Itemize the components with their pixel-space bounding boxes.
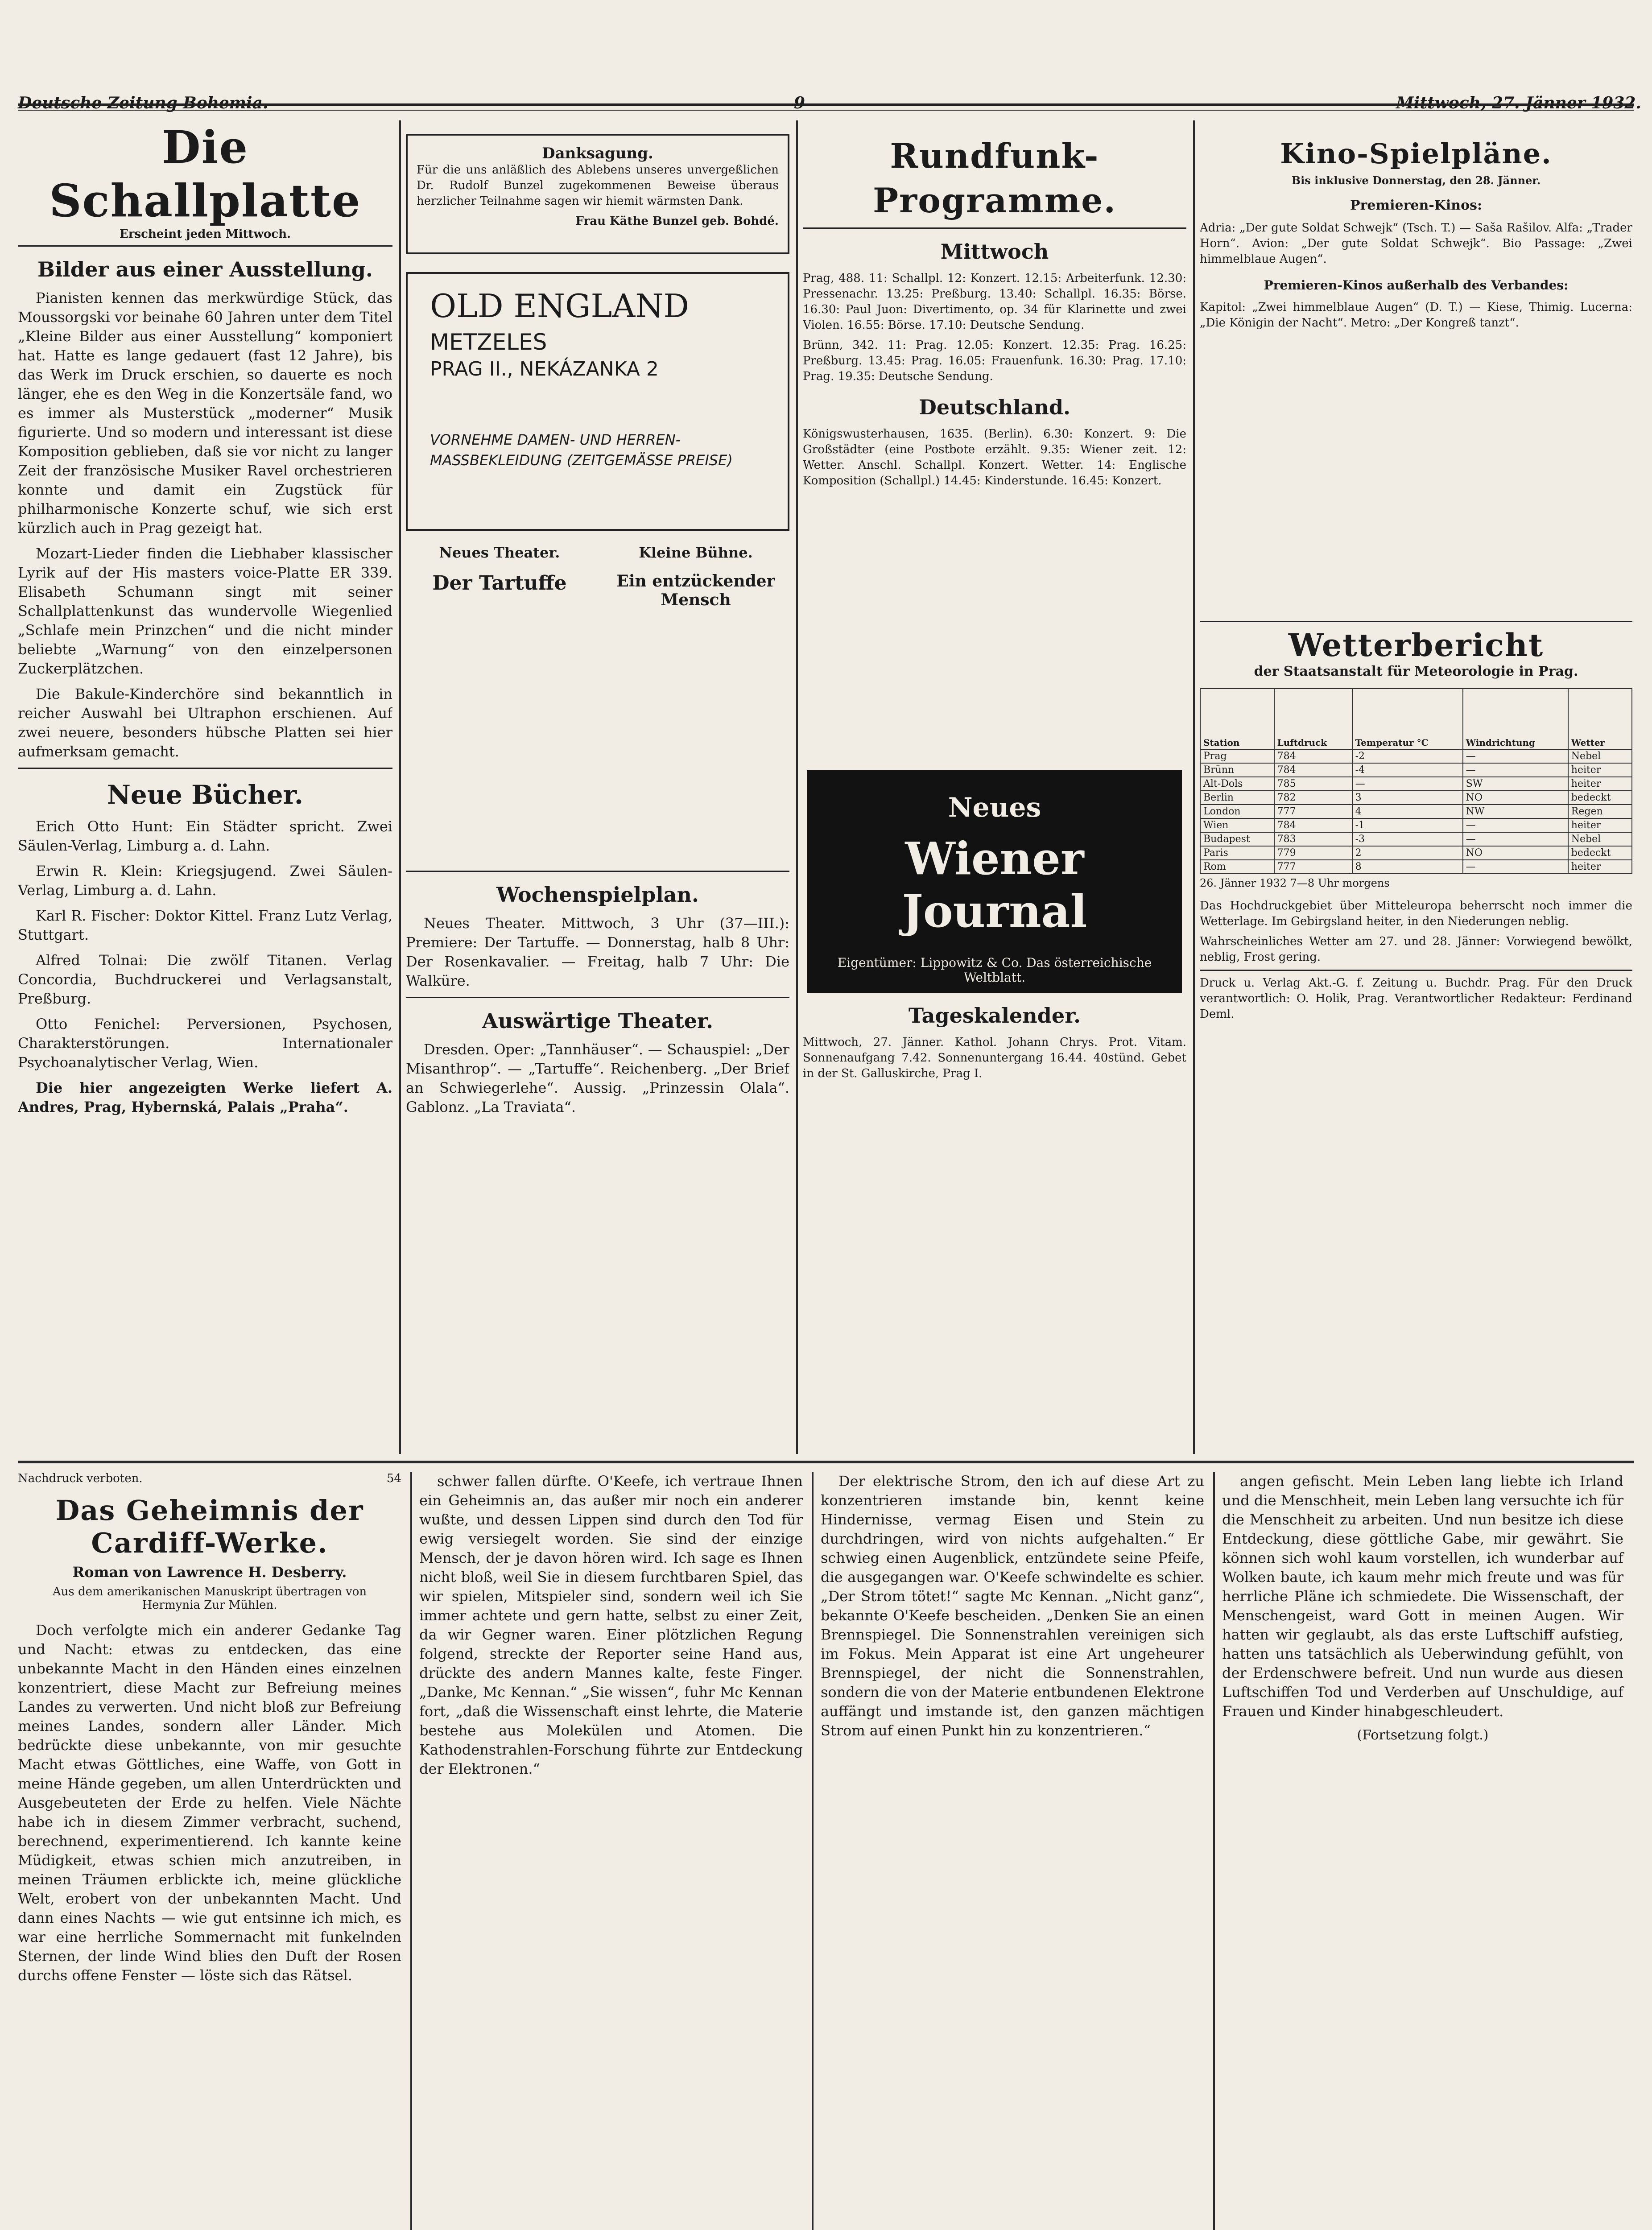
- weather-cell: SW: [1463, 777, 1568, 791]
- header-rule: [18, 103, 1634, 111]
- weather-date: 26. Jänner 1932 7—8 Uhr morgens: [1200, 877, 1390, 889]
- weather-cell: NW: [1463, 805, 1568, 818]
- weather-cell: 784: [1274, 749, 1352, 763]
- weather-text: Das Hochdruckgebiet über Mitteleuropa beherrscht noch immer die Wetterlage. Im Gebirgsland heiter, in den Niederungen neblig.: [1200, 899, 1632, 928]
- weather-cell: Nebel: [1568, 832, 1632, 846]
- thanks-title: Danksagung.: [542, 145, 653, 162]
- section-deutschland: Deutschland.: [918, 395, 1071, 419]
- installment-number: 54: [386, 1472, 401, 1485]
- weather-cell: —: [1463, 763, 1568, 777]
- weather-row: [1200, 763, 1632, 777]
- weather-cell: -1: [1352, 818, 1463, 832]
- weather-row: [1200, 749, 1632, 763]
- column-kino: [1200, 134, 1632, 1454]
- weather-table: [1200, 688, 1632, 874]
- ad-neues: Neues: [948, 792, 1041, 823]
- weather-cell: 3: [1352, 791, 1463, 805]
- kino-title: Kino-Spielpläne.: [1280, 137, 1552, 170]
- column-theater: [406, 134, 789, 1454]
- weather-cell: —: [1352, 777, 1463, 791]
- reprint-notice: Nachdruck verboten.: [18, 1472, 143, 1485]
- theater-kleine: Kleine Bühne.: [639, 544, 753, 561]
- section-wochenspielplan: Wochenspielplan.: [496, 883, 699, 907]
- serial-title: Das Geheimnis der Cardiff-Werke.: [55, 1494, 364, 1559]
- weather-cell: London: [1200, 805, 1274, 818]
- column-rundfunk: [803, 134, 1186, 1454]
- serial-text: Der elektrische Strom, den ich auf diese Art zu konzentrieren imstande bin, kennt keine Hindernisse, vermag Eisen und Stein zu durchdringen, wird von nichts aufgehalten.“ Er schwieg einen Augenblick, entzündete seine Pfeife, die ausgegangen war. O'Keefe schwindelte es schier. „Der Strom tötet!“ sagte Mc Kennan. „Nicht ganz“, bekannte O'Keefe bescheiden. „Denken Sie an einen Brennspiegel. Die Sonnenstrahlen vereinigen sich im Fokus. Mein Apparat ist eine Art ungeheurer Brennspiegel, der nicht die Sonnenstrahlen, sondern die von der Materie entbundenen Elektrone auffängt und imstande ist, den ganzen mächtigen Strom auf einen Punkt hin zu konzentrieren.“: [821, 1473, 1204, 1739]
- weather-cell: 777: [1274, 805, 1352, 818]
- weather-cell: —: [1463, 860, 1568, 874]
- printer-info: Druck u. Verlag Akt.-G. f. Zeitung u. Buchdr. Prag. Für den Druck verantwortlich: O. Holik, Prag. Verantwortlicher Redakteur: Ferdinand Deml.: [1200, 976, 1632, 1021]
- radio-entry: Prag, 488. 11: Schallpl. 12: Konzert. 12.15: Arbeiterfunk. 12.30: Pressenachr. 13.25: Preßburg. 13.40: Schallpl. 16.35: Börse. 16.30: Paul Juon: Divertimento, op. 34 für Klarinette und zwei Violen. 16.55: Börse. 17.10: Deutsche Sendung.: [803, 272, 1186, 332]
- rundfunk-title: Rundfunk-Programme.: [873, 136, 1116, 220]
- weather-cell: 783: [1274, 832, 1352, 846]
- paragraph: Die Bakule-Kinderchöre sind bekanntlich in reicher Auswahl bei Ultraphon erschienen. Auf zwei neuere, besonders hübsche Platten sei hier aufmerksam gemacht.: [18, 686, 392, 760]
- column-rule: [1193, 120, 1195, 1454]
- weather-cell: 8: [1352, 860, 1463, 874]
- page-divider: [18, 1461, 1634, 1463]
- old-england-ad: [406, 272, 789, 531]
- weather-cell: heiter: [1568, 763, 1632, 777]
- column-rule: [399, 120, 401, 1454]
- weather-cell: heiter: [1568, 818, 1632, 832]
- weather-cell: 784: [1274, 818, 1352, 832]
- weather-cell: Nebel: [1568, 749, 1632, 763]
- play-mensch: Ein entzückender Mensch: [616, 572, 775, 609]
- thanks-text: Für die uns anläßlich des Ablebens unseres unvergeßlichen Dr. Rudolf Bunzel zugekommenen Beweise überaus herzlicher Teilnahme sagen wir hiemit wärmsten Dank.: [417, 163, 779, 208]
- weather-cell: bedeckt: [1568, 846, 1632, 860]
- weather-cell: 777: [1274, 860, 1352, 874]
- serial-author: Roman von Lawrence H. Desberry.: [72, 1564, 347, 1581]
- weather-cell: NO: [1463, 846, 1568, 860]
- radio-entry: Königswusterhausen, 1635. (Berlin). 6.30: Konzert. 9: Die Großstädter (eine Postbote erzählt. 9.35: Wiener zeit. 12: Wetter. Anschl. Schallpl. Konzert. Wetter. 14: Englische Komposition (Schallpl.) 14.45: Kinderstunde. 16.45: Konzert.: [803, 427, 1186, 487]
- weather-row: [1200, 832, 1632, 846]
- weather-row: [1200, 791, 1632, 805]
- paragraph: Neues Theater. Mittwoch, 3 Uhr (37—III.): Premiere: Der Tartuffe. — Donnerstag, halb 8 Uhr: Der Rosenkavalier. — Freitag, halb 7 Uhr: Die Walküre.: [406, 915, 789, 989]
- ad-owner: Eigentümer: Lippowitz & Co. Das österreichische Weltblatt.: [837, 955, 1152, 985]
- schallplatte-subtitle: Erscheint jeden Mittwoch.: [119, 227, 291, 241]
- weather-cell: heiter: [1568, 860, 1632, 874]
- weather-forecast: Wahrscheinliches Wetter am 27. und 28. Jänner: Vorwiegend bewölkt, neblig, Frost gering.: [1200, 935, 1632, 964]
- header-date: Mittwoch, 27. Jänner 1932.: [1396, 94, 1641, 112]
- theater-neues: Neues Theater.: [439, 544, 560, 561]
- weather-cell: -2: [1352, 749, 1463, 763]
- book-entry: Otto Fenichel: Perversionen, Psychosen, Charakterstörungen. Internationaler Psychoanalytischer Verlag, Wien.: [18, 1016, 392, 1071]
- weather-header-cell: Station: [1200, 689, 1274, 749]
- book-entry: Alfred Tolnai: Die zwölf Titanen. Verlag Concordia, Buchdruckerei und Verlagsanstalt, Preßburg.: [18, 952, 392, 1007]
- section-premieren: Premieren-Kinos:: [1350, 198, 1483, 213]
- header-left: Deutsche Zeitung Bohemia.: [18, 94, 268, 112]
- rundfunk-day: Mittwoch: [940, 240, 1049, 264]
- column-rule: [812, 1472, 814, 2230]
- weather-cell: Prag: [1200, 749, 1274, 763]
- section-neue-buecher: Neue Bücher.: [107, 780, 304, 810]
- weather-title: Wetterbericht: [1288, 627, 1544, 664]
- ad-name: METZELES: [430, 329, 547, 355]
- weather-cell: 779: [1274, 846, 1352, 860]
- column-rule: [796, 120, 798, 1454]
- weather-cell: 4: [1352, 805, 1463, 818]
- thanks-sign: Frau Käthe Bunzel geb. Bohdé.: [575, 215, 779, 228]
- weather-cell: Brünn: [1200, 763, 1274, 777]
- serial-text: angen gefischt. Mein Leben lang liebte ich Irland und die Menschheit, mein Leben lang versuchte ich für die Menschheit zu arbeiten. Und nun besitze ich diese Entdeckung, diese göttliche Gabe, mir gewährt. Sie können sich wohl kaum vorstellen, ich wunderbar auf Wolken baute, ich kaum mehr mich freute und was für herrliche Pläne ich schmiedete. Die Wissenschaft, der Menschengeist, ward Gott in meinen Augen. Wir hatten wir geglaubt, als das erste Luftschiff aufstieg, hatten uns tatsächlich als Ueberwindung gefühlt, von der Erdenschwere befreit. Und nun wurde aus diesen Luftschiffen Tod und Verderben auf Unschuldige, auf Frauen und Kinder hinabgeschleudert.: [1222, 1473, 1623, 1720]
- weather-cell: Budapest: [1200, 832, 1274, 846]
- weather-cell: 2: [1352, 846, 1463, 860]
- weather-cell: Regen: [1568, 805, 1632, 818]
- book-entry: Erich Otto Hunt: Ein Städter spricht. Zwei Säulen-Verlag, Limburg a. d. Lahn.: [18, 818, 392, 854]
- weather-row: [1200, 818, 1632, 832]
- weather-cell: Paris: [1200, 846, 1274, 860]
- paragraph: Dresden. Oper: „Tannhäuser“. — Schauspiel: „Der Misanthrop“. — „Tartuffe“. Reichenberg. „Der Brief an Schwiegerlehe“. Aussig. „Prinzessin Olala“. Gablonz. „La Traviata“.: [406, 1041, 789, 1115]
- weather-cell: —: [1463, 818, 1568, 832]
- book-entry: Karl R. Fischer: Doktor Kittel. Franz Lutz Verlag, Stuttgart.: [18, 907, 392, 943]
- column-rule: [1213, 1472, 1215, 2230]
- weather-cell: Alt-Dols: [1200, 777, 1274, 791]
- weather-cell: heiter: [1568, 777, 1632, 791]
- weather-header-cell: Wetter: [1568, 689, 1632, 749]
- kino-intro: Bis inklusive Donnerstag, den 28. Jänner.: [1291, 174, 1541, 187]
- book-notice: Die hier angezeigten Werke liefert A. Andres, Prag, Hybernská, Palais „Praha“.: [18, 1079, 392, 1115]
- ad-address: PRAG II., NEKÁZANKA 2: [430, 358, 659, 380]
- weather-cell: NO: [1463, 791, 1568, 805]
- ad-title: OLD ENGLAND: [430, 287, 690, 325]
- weather-header-cell: Luftdruck: [1274, 689, 1352, 749]
- kino-list: Adria: „Der gute Soldat Schwejk“ (Tsch. T.) — Saša Rašilov. Alfa: „Trader Horn“. Avion: „Der gute Soldat Schwejk“. Bio Passage: „Zwei himmelblaue Augen“.: [1200, 221, 1632, 266]
- section-auswaertige: Auswärtige Theater.: [482, 1009, 714, 1033]
- serial-translator: Aus dem amerikanischen Manuskript übertragen von Hermynia Zur Mühlen.: [52, 1585, 367, 1612]
- weather-subtitle: der Staatsanstalt für Meteorologie in Prag.: [1254, 664, 1578, 679]
- weather-row: [1200, 860, 1632, 874]
- play-tartuffe: Der Tartuffe: [432, 572, 567, 595]
- paragraph: Mozart-Lieder finden die Liebhaber klassischer Lyrik auf der His masters voice-Platte ER 339. Elisabeth Schumann singt mit seiner Schallplattenkunst das wundervolle Wiegenlied „Schlafe mein Prinzchen“ und die nicht minder beliebte „Warnung“ von den einzelpersonen Zuckerplätzchen.: [18, 545, 392, 677]
- paragraph: Pianisten kennen das merkwürdige Stück, das Moussorgski vor beinahe 60 Jahren unter dem Titel „Kleine Bilder aus einer Ausstellung“ komponiert hat. Hatte es lange gedauert (fast 12 Jahre), bis das Werk im Druck erschien, so dauerte es noch länger, ehe es den Weg in die Konzertsäle fand, wo es immer als Musterstück „moderner“ Musik figurierte. Und so modern und interessant ist diese Komposition geblieben, daß sie vor nicht zu langer Zeit der französische Musiker Ravel orchestrieren konnte und damit ein Zugstück für philharmonische Konzerte schuf, wie sich erst kürzlich auch in Prag gezeigt hat.: [18, 289, 392, 537]
- section-bilder: Bilder aus einer Ausstellung.: [37, 257, 373, 281]
- calendar-text: Mittwoch, 27. Jänner. Kathol. Johann Chrys. Prot. Vitam. Sonnenaufgang 7.42. Sonnenuntergang 16.44. 40stünd. Gebet in der St. Galluskirche, Prag I.: [803, 1036, 1186, 1080]
- weather-cell: —: [1463, 749, 1568, 763]
- weather-cell: —: [1463, 832, 1568, 846]
- ad-description: VORNEHME DAMEN- UND HERREN-MASSBEKLEIDUNG (ZEITGEMÄSSE PREISE): [430, 431, 733, 469]
- weather-cell: 782: [1274, 791, 1352, 805]
- serial-novel: [18, 1472, 1634, 2230]
- radio-entry: Brünn, 342. 11: Prag. 12.05: Konzert. 12.35: Prag. 16.25: Preßburg. 13.45: Prag. 16.05: Frauenfunk. 16.30: Prag. 17.10: Prag. 19.35: Deutsche Sendung.: [803, 339, 1186, 383]
- weather-header-cell: Temperatur °C: [1352, 689, 1463, 749]
- weather-cell: bedeckt: [1568, 791, 1632, 805]
- serial-continuation: (Fortsetzung folgt.): [1357, 1727, 1489, 1743]
- weather-row: [1200, 805, 1632, 818]
- section-premieren-ausserhalb: Premieren-Kinos außerhalb des Verbandes:: [1264, 278, 1569, 293]
- ad-wiener-journal: Wiener Journal: [902, 832, 1087, 937]
- book-entry: Erwin R. Klein: Kriegsjugend. Zwei Säulen-Verlag, Limburg a. d. Lahn.: [18, 863, 392, 899]
- thanks-box: [406, 134, 789, 254]
- section-tageskalender: Tageskalender.: [908, 1004, 1081, 1028]
- wiener-journal-ad: [807, 770, 1182, 993]
- weather-cell: Berlin: [1200, 791, 1274, 805]
- kino-list: Kapitol: „Zwei himmelblaue Augen“ (D. T.) — Kiese, Thimig. Lucerna: „Die Königin der Nacht“. Metro: „Der Kongreß tanzt“.: [1200, 301, 1632, 330]
- weather-cell: -4: [1352, 763, 1463, 777]
- weather-cell: Rom: [1200, 860, 1274, 874]
- weather-cell: -3: [1352, 832, 1463, 846]
- weather-cell: Wien: [1200, 818, 1274, 832]
- weather-cell: 784: [1274, 763, 1352, 777]
- schallplatte-title: Die Schallplatte: [49, 121, 361, 227]
- column-rule: [410, 1472, 412, 2230]
- weather-header-cell: Windrichtung: [1463, 689, 1568, 749]
- column-schallplatte: [18, 120, 392, 1454]
- weather-cell: 785: [1274, 777, 1352, 791]
- weather-row: [1200, 846, 1632, 860]
- serial-text: Doch verfolgte mich ein anderer Gedanke Tag und Nacht: etwas zu entdecken, das eine unbekannte Macht in den Händen eines einzelnen konzentriert, diese Macht zur Befreiung meines Landes zu verwerten. Und nicht bloß zur Befreiung meines Landes, sondern aller Länder. Mich bedrückte diese unbekannte, von mir gesuchte Macht etwas Göttliches, eine Waffe, von Gott in meine Hände gegeben, um allen Unterdrückten und Ausgebeuteten der Erde zu helfen. Viele Nächte habe ich in diesem Zimmer verbracht, suchend, berechnend, experimentierend. Ich kannte keine Müdigkeit, etwas schien mich anzutreiben, in meinen Träumen erblickte ich, meine glückliche Welt, erobert von der unbekannten Macht. Und dann eines Nachts — wie gut entsinne ich mich, es war eine herrliche Sommernacht mit funkelnden Sternen, der linde Wind blies den Duft der Rosen durchs offene Fenster — löste sich das Rätsel.: [18, 1622, 401, 1984]
- weather-row: [1200, 777, 1632, 791]
- serial-text: schwer fallen dürfte. O'Keefe, ich vertraue Ihnen ein Geheimnis an, das außer mir noch ein anderer wußte, und dessen Lippen sind durch den Tod für ewig versiegelt worden. Sie sind der einzige Mensch, der je davon hören wird. Ich sage es Ihnen nicht bloß, weil Sie in diesem furchtbaren Spiel, das wir spielen, Mitspieler sind, sondern weil ich Sie immer achtete und gern hatte, selbst zu einer Zeit, da wir Gegner waren. Einer plötzlichen Regung folgend, streckte der Reporter seine Hand aus, drückte des andern Mannes kalte, feste Finger. „Danke, Mc Kennan.“ „Sie wissen“, fuhr Mc Kennan fort, „daß die Wissenschaft einst lehrte, die Materie bestehe aus Molekülen und Atomen. Die Kathodenstrahlen-Forschung führte zur Entdeckung der Elektronen.“: [419, 1473, 803, 1777]
- page-number: 9: [794, 94, 805, 112]
